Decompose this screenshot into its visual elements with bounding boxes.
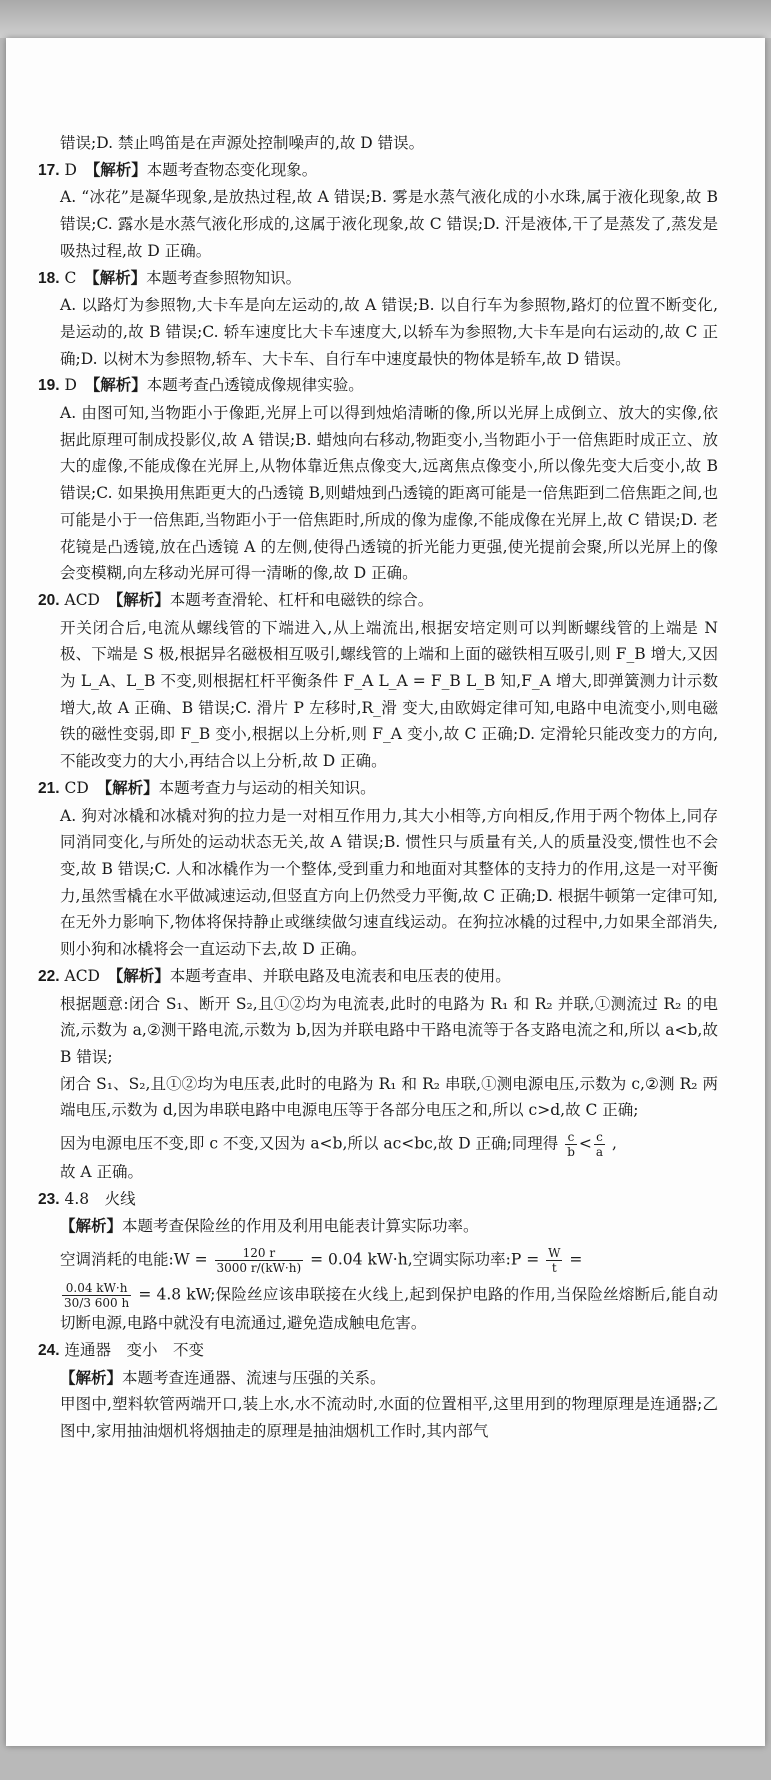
q22-para-4: 故 A 正确。 [60,1163,144,1182]
question-23: 23. 4.8 火线 【解析】本题考查保险丝的作用及利用电能表计算实际功率。 空调消耗的电能:W = $\frac{120 r}{3000 r/(kW\cdot h)}$ = 0.04 kW·h,空调实际功率:P = $\frac{W}{t}$ = $\frac{0.04 kW\cdot h}{30/3 600 h}$ = 4.8 kW;保险丝应该串联接在火线上,起到保护电路的作用,当保险丝熔断后,能自动切断电源,电路中就没有电流通过,避免造成触电危害。 [38,1186,718,1337]
fraction-c-over-b: $\frac{c}{b}$ [567,1130,575,1160]
q23-result-line: $\frac{0.04 kW\cdot h}{30/3 600 h}$ = 4.8 kW;保险丝应该串联接在火线上,起到保护电路的作用,当保险丝熔断后,能自动切断电源,电路中就没有电流通过,避免造成触电危害。 [60,1281,718,1333]
fraction-power: $\frac{W}{t}$ [548,1246,561,1276]
q22-para-1: 根据题意:闭合 S₁、断开 S₂,且①②均为电流表,此时的电路为 R₁ 和 R₂ 并联,①测流过 R₂ 的电流,示数为 a,②测干路电流,示数为 b,因为并联电路中干路电流等于各支路电流之和,所以 a<b,故 B 错误; [60,994,718,1066]
question-19: 19. D 【解析】本题考查凸透镜成像规律实验。 A. 由图可知,当物距小于像距,光屏上可以得到烛焰清晰的像,所以光屏上成倒立、放大的实像,依据此原理可制成投影仪,故 A 错误;B. 蜡烛向右移动,物距变小,当物距小于一倍焦距时成正立、放大的虚像,不能成像在光屏上,从物体靠近焦点像变大,远离焦点像变小,所以像先变大后变小,故 B 错误;C. 如果换用焦距更大的凸透镜 B,则蜡烛到凸透镜的距离可能是一倍焦距到二倍焦距之间,也可能是小于一倍焦距,当物距小于一倍焦距时,所成的像为虚像,不能成像在光屏上,故 C 错误;D. 老花镜是凸透镜,放在凸透镜 A 的左侧,使得凸透镜的折光能力更强,使光提前会聚,所以光屏上的像会变模糊,向左移动光屏可得一清晰的像,故 D 正确。 [38,372,718,587]
q23-formula-line: 空调消耗的电能:W = $\frac{120 r}{3000 r/(kW\cdot h)}$ = 0.04 kW·h,空调实际功率:P = $\frac{W}{t}$ = [60,1246,583,1276]
question-17: 17. D 【解析】本题考查物态变化现象。 A. “冰花”是凝华现象,是放热过程,故 A 错误;B. 雾是水蒸气液化成的小水珠,属于液化现象,故 B 错误;C. 露水是水蒸气液化形成的,这属于液化现象,故 C 错误;D. 汗是液体,干了是蒸发了,蒸发是吸热过程,故 D 正确。 [38,157,718,265]
question-22: 22. ACD 【解析】本题考查串、并联电路及电流表和电压表的使用。 根据题意:闭合 S₁、断开 S₂,且①②均为电流表,此时的电路为 R₁ 和 R₂ 并联,①测流过 R₂ 的电流,示数为 a,②测干路电流,示数为 b,因为并联电路中干路电流等于各支路电流之和,所以 a<b,故 B 错误; 闭合 S₁、S₂,且①②均为电压表,此时的电路为 R₁ 和 R₂ 串联,①测电源电压,示数为 c,②测 R₂ 两端电压,示数为 d,因为串联电路中电源电压等于各部分电压之和,所以 c>d,故 C 正确; 因为电源电压不变,即 c 不变,又因为 a<b,所以 ac<bc,故 D 正确;同理得 $\frac{c}{b}$ < $\frac{c}{a}$ , 故 A 正确。 [38,963,718,1186]
fraction-energy: $\frac{120 r}{3000 r/(kW\cdot h)}$ [216,1246,302,1276]
q18-explanation: A. 以路灯为参照物,大卡车是向左运动的,故 A 错误;B. 以自行车为参照物,路灯的位置不断变化,是运动的,故 B 错误;C. 轿车速度比大卡车速度大,以轿车为参照物,大卡车是向右运动的,故 C 正确;D. 以树木为参照物,轿车、大卡车、自行车中速度最快的物体是轿车,故 D 错误。 [60,296,718,368]
question-24: 24. 连通器 变小 不变 【解析】本题考查连通器、流速与压强的关系。 甲图中,塑料软管两端开口,装上水,水不流动时,水面的位置相平,这里用到的物理原理是连通器;乙图中,家用抽油烟机将烟抽走的原理是抽油烟机工作时,其内部气 [38,1337,718,1445]
top-margin [0,0,771,38]
question-20: 20. ACD 【解析】本题考查滑轮、杠杆和电磁铁的综合。 开关闭合后,电流从螺线管的下端进入,从上端流出,根据安培定则可以判断螺线管的上端是 N 极、下端是 S 极,根据异名磁极相互吸引,螺线管的上端和上面的磁铁相互吸引,则 F_B 增大,又因为 L_A、L_B 不变,则根据杠杆平衡条件 F_A L_A = F_B L_B 知,F_A 增大,即弹簧测力计示数增大,故 A 正确、B 错误;C. 滑片 P 左移时,R_滑 变大,由欧姆定律可知,电路中电流变小,则电磁铁的磁性变弱,即 F_B 变小,根据以上分析,则 F_A 变小,故 C 正确;D. 定滑轮只能改变力的方向,不能改变力的大小,再结合以上分析,故 D 正确。 [38,587,718,775]
q22-para-2: 闭合 S₁、S₂,且①②均为电压表,此时的电路为 R₁ 和 R₂ 串联,①测电源电压,示数为 c,②测 R₂ 两端电压,示数为 d,因为串联电路中电源电压等于各部分电压之和,所以 c>d,故 C 正确; [60,1074,718,1120]
q22-para-3: 因为电源电压不变,即 c 不变,又因为 a<b,所以 ac<bc,故 D 正确;同理得 $\frac{c}{b}$ < $\frac{c}{a}$ , [60,1130,617,1160]
q20-explanation: 开关闭合后,电流从螺线管的下端进入,从上端流出,根据安培定则可以判断螺线管的上端是 N 极、下端是 S 极,根据异名磁极相互吸引,螺线管的上端和上面的磁铁相互吸引,则 F_B 增大,又因为 L_A、L_B 不变,则根据杠杆平衡条件 F_A L_A = F_B L_B 知,F_A 增大,即弹簧测力计示数增大,故 A 正确、B 错误;C. 滑片 P 左移时,R_滑 变大,由欧姆定律可知,电路中电流变小,则电磁铁的磁性变弱,即 F_B 变小,根据以上分析,则 F_A 变小,故 C 正确;D. 定滑轮只能改变力的方向,不能改变力的大小,再结合以上分析,故 D 正确。 [60,618,718,771]
q21-explanation: A. 狗对冰橇和冰橇对狗的拉力是一对相互作用力,其大小相等,方向相反,作用于两个物体上,同存同消同变化,与所处的运动状态无关,故 A 错误;B. 惯性只与质量有关,人的质量没变,惯性也不会变,故 B 错误;C. 人和冰橇作为一个整体,受到重力和地面对其整体的支持力的作用,这是一对平衡力,虽然雪橇在水平做减速运动,但竖直方向上仍然受力平衡,故 C 正确;D. 根据牛顿第一定律可知,在无外力影响下,物体将保持静止或继续做匀速直线运动。在狗拉冰橇的过程中,力如果全部消失,则小狗和冰橇将会一直运动下去,故 D 正确。 [60,806,718,959]
q19-explanation: A. 由图可知,当物距小于像距,光屏上可以得到烛焰清晰的像,所以光屏上成倒立、放大的实像,依据此原理可制成投影仪,故 A 错误;B. 蜡烛向右移动,物距变小,当物距小于一倍焦距时成正立、放大的虚像,不能成像在光屏上,从物体靠近焦点像变大,远离焦点像变小,所以像先变大后变小,故 B 错误;C. 如果换用焦距更大的凸透镜 B,则蜡烛到凸透镜的距离可能是一倍焦距到二倍焦距之间,也可能是小于一倍焦距,当物距小于一倍焦距时,所成的像为虚像,不能成像在光屏上,故 C 错误;D. 老花镜是凸透镜,放在凸透镜 A 的左侧,使得凸透镜的折光能力更强,使光提前会聚,所以光屏上的像会变模糊,向左移动光屏可得一清晰的像,故 D 正确。 [60,404,718,583]
question-18: 18. C 【解析】本题考查参照物知识。 A. 以路灯为参照物,大卡车是向左运动的,故 A 错误;B. 以自行车为参照物,路灯的位置不断变化,是运动的,故 B 错误;C. 轿车速度比大卡车速度大,以轿车为参照物,大卡车是向右运动的,故 C 正确;D. 以树木为参照物,轿车、大卡车、自行车中速度最快的物体是轿车,故 D 错误。 [38,265,718,373]
fraction-c-over-a: $\frac{c}{a}$ [595,1130,604,1160]
intro-text: 错误;D. 禁止鸣笛是在声源处控制噪声的,故 D 错误。 [60,134,425,152]
answer-content [38,130,718,1445]
q24-explanation: 甲图中,塑料软管两端开口,装上水,水不流动时,水面的位置相平,这里用到的物理原理是连通器;乙图中,家用抽油烟机将烟抽走的原理是抽油烟机工作时,其内部气 [60,1395,718,1440]
fraction-power-value: $\frac{0.04 kW\cdot h}{30/3 600 h}$ [64,1281,130,1311]
question-21: 21. CD 【解析】本题考查力与运动的相关知识。 A. 狗对冰橇和冰橇对狗的拉力是一对相互作用力,其大小相等,方向相反,作用于两个物体上,同存同消同变化,与所处的运动状态无关,故 A 错误;B. 惯性只与质量有关,人的质量没变,惯性也不会变,故 B 错误;C. 人和冰橇作为一个整体,受到重力和地面对其整体的支持力的作用,这是一对平衡力,虽然雪橇在水平做减速运动,但竖直方向上仍然受力平衡,故 C 正确;D. 根据牛顿第一定律可知,在无外力影响下,物体将保持静止或继续做匀速直线运动。在狗拉冰橇的过程中,力如果全部消失,则小狗和冰橇将会一直运动下去,故 D 正确。 [38,775,718,963]
q17-explanation: A. “冰花”是凝华现象,是放热过程,故 A 错误;B. 雾是水蒸气液化成的小水珠,属于液化现象,故 B 错误;C. 露水是水蒸气液化形成的,这属于液化现象,故 C 错误;D. 汗是液体,干了是蒸发了,蒸发是吸热过程,故 D 正确。 [60,188,718,260]
